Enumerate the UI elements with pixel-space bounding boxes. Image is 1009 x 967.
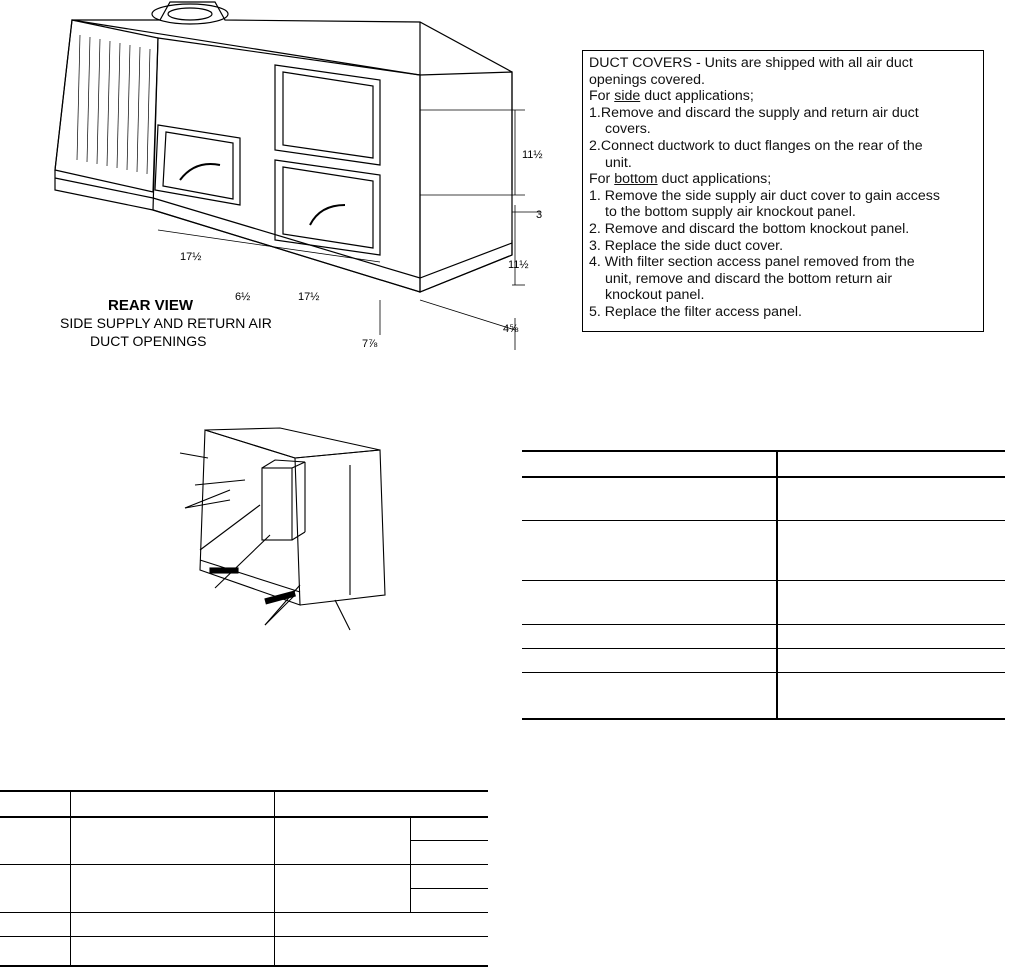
note-line: knockout panel.	[605, 287, 705, 304]
note-side-heading: For side duct applications;	[589, 88, 754, 105]
note-line: unit.	[605, 154, 632, 171]
note-line: openings covered.	[589, 71, 705, 88]
unit-left-face	[55, 20, 158, 192]
spec-table-right	[522, 450, 1005, 720]
dim-left-width: 17½	[180, 251, 202, 263]
dim-spacing: 6½	[235, 291, 251, 303]
dim-lower-height: 11½	[508, 259, 529, 271]
dim-bottom-offset: 7⅞	[362, 338, 378, 350]
note-line: 4. With filter section access panel removed from the	[589, 254, 915, 271]
note-line: covers.	[605, 121, 651, 138]
note-line: 1. Remove the side supply air duct cover to gain access	[589, 187, 940, 204]
dim-upper-height: 11½	[522, 149, 543, 161]
dim-base-offset: 4⅝	[503, 323, 519, 335]
spec-table-bottom	[0, 790, 488, 967]
note-line: 5. Replace the filter access panel.	[589, 303, 802, 320]
duct-cover-note	[582, 50, 984, 332]
note-line: 1.Remove and discard the supply and return air duct	[589, 104, 919, 121]
note-line: 3. Replace the side duct cover.	[589, 237, 784, 254]
unit-top	[205, 428, 380, 458]
dim-gap: 3	[536, 209, 543, 221]
accessory-box	[262, 468, 292, 540]
note-line: 2.Connect ductwork to duct flanges on the rear of the	[589, 137, 923, 154]
rear-view-drawing	[40, 0, 560, 372]
unit-accessory-drawing	[170, 420, 390, 635]
coil-grille	[77, 35, 150, 174]
note-line: 2. Remove and discard the bottom knockout panel.	[589, 220, 910, 237]
rear-view-subtitle-2: DUCT OPENINGS	[90, 333, 207, 349]
return-opening-upper	[275, 65, 380, 165]
note-line: unit, remove and discard the bottom return air	[605, 270, 893, 287]
note-line: DUCT COVERS - Units are shipped with all air duct	[589, 55, 913, 71]
rear-view-subtitle-1: SIDE SUPPLY AND RETURN AIR	[60, 315, 272, 331]
dimension-lines	[158, 110, 543, 350]
unit-right-face	[420, 72, 512, 292]
rear-view-title: REAR VIEW	[108, 297, 194, 314]
note-line: to the bottom supply air knockout panel.	[605, 204, 856, 221]
note-bottom-heading: For bottom duct applications;	[589, 171, 772, 188]
dim-right-width: 17½	[298, 291, 320, 303]
unit-front	[200, 430, 300, 605]
